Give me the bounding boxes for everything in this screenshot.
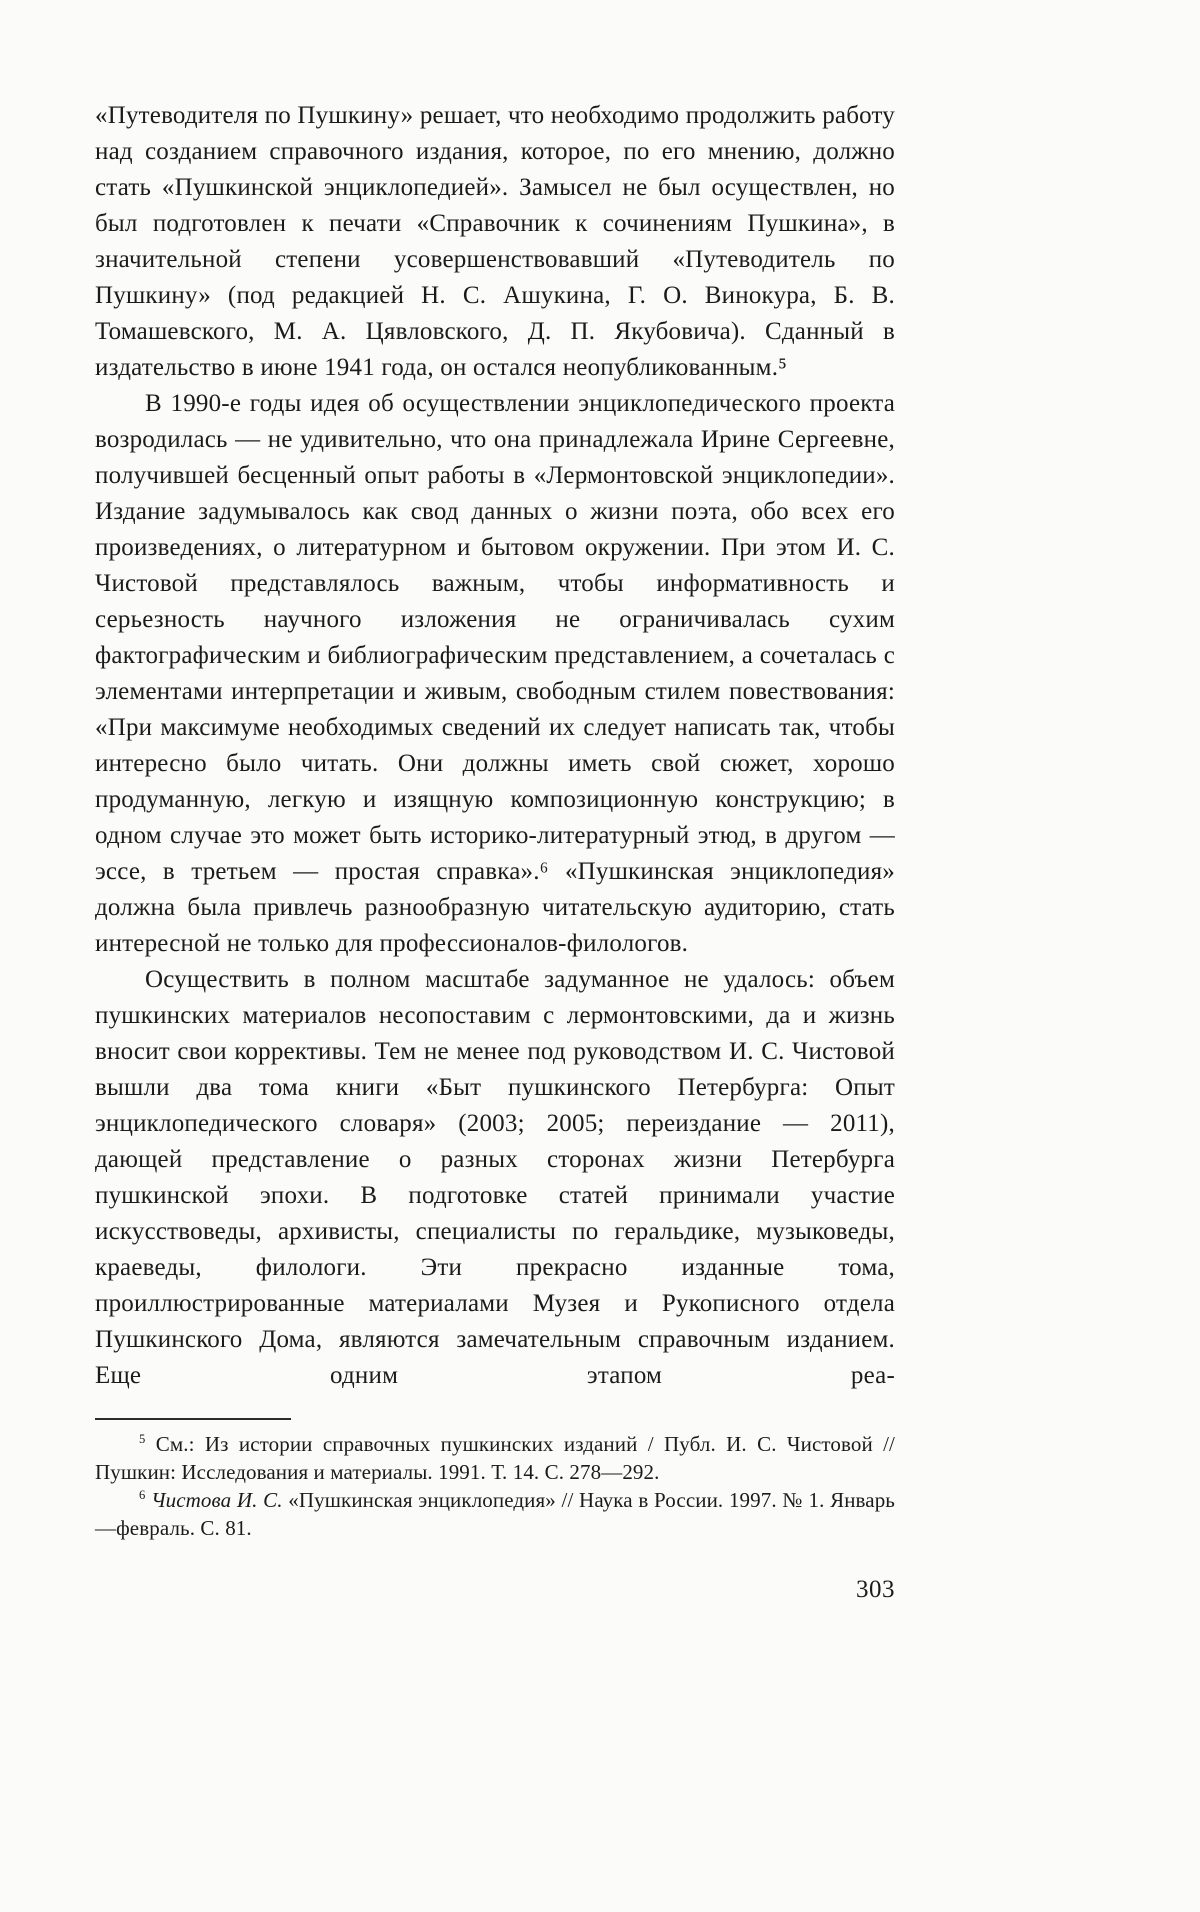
footnote-6	[95, 1486, 895, 1542]
footnote-5-text: См.: Из истории справочных пушкинских изданий / Публ. И. С. Чистовой // Пушкин: Исследования и материалы. 1991. Т. 14. С. 278—292.	[95, 1432, 895, 1484]
footnote-5	[95, 1430, 895, 1486]
paragraph-2: В 1990-е годы идея об осуществлении энциклопедического проекта возродилась — не удивительно, что она принадлежала Ирине Сергеевне, получившей бесценный опыт работы в «Лермонтовской энциклопедии». Издание задумывалось как свод данных о жизни поэта, обо всех его произведениях, о литературном и бытовом окружении. При этом И. С. Чистовой представлялось важным, чтобы информативность и серьезность научного изложения не ограничивалась сухим фактографическим и библиографическим представлением, а сочеталась с элементами интерпретации и живым, свободным стилем повествования: «При максимуме необходимых сведений их следует написать так, чтобы интересно было читать. Они должны иметь свой сюжет, хорошо продуманную, легкую и изящную композиционную конструкцию; в одном случае это может быть историко-литературный этюд, в другом — эссе, в третьем — простая справка».⁶ «Пушкинская энциклопедия» должна была привлечь разнообразную читательскую аудиторию, стать интересной не только для профессионалов-филологов.	[95, 390, 895, 957]
paragraph-3: Осуществить в полном масштабе задуманное не удалось: объем пушкинских материалов несопоставим с лермонтовскими, да и жизнь вносит свои коррективы. Тем не менее под руководством И. С. Чистовой вышли два тома книги «Быт пушкинского Петербурга: Опыт энциклопедического словаря» (2003; 2005; переиздание — 2011), дающей представление о разных сторонах жизни Петербурга пушкинской эпохи. В подготовке статей принимали участие искусствоведы, архивисты, специалисты по геральдике, музыковеды, краеведы, филологи. Эти прекрасно изданные тома, проиллюстрированные материалами Музея и Рукописного отдела Пушкинского Дома, являются замечательным справочным изданием. Еще одним этапом реа-	[95, 966, 895, 1389]
paragraph-1: «Путеводителя по Пушкину» решает, что необходимо продолжить работу над созданием справочного издания, которое, по его мнению, должно стать «Пушкинской энциклопедией». Замысел не был осуществлен, но был подготовлен к печати «Справочник к сочинениям Пушкина», в значительной степени усовершенствовавший «Путеводитель по Пушкину» (под редакцией Н. С. Ашукина, Г. О. Винокура, Б. В. Томашевского, М. А. Цявловского, Д. П. Якубовича). Сданный в издательство в июне 1941 года, он остался неопубликованным.⁵	[95, 102, 895, 381]
footnote-5-marker: 5	[139, 1432, 146, 1446]
main-text-block	[95, 98, 895, 1604]
footnotes-section	[95, 1418, 895, 1542]
footnote-separator-rule	[95, 1418, 291, 1420]
footnote-6-text: «Пушкинская энциклопедия» // Наука в России. 1997. № 1. Январь—февраль. С. 81.	[95, 1488, 895, 1540]
footnote-6-author: Чистова И. С.	[151, 1488, 283, 1512]
footnote-6-marker: 6	[139, 1488, 146, 1502]
page-number: 303	[856, 1576, 895, 1603]
